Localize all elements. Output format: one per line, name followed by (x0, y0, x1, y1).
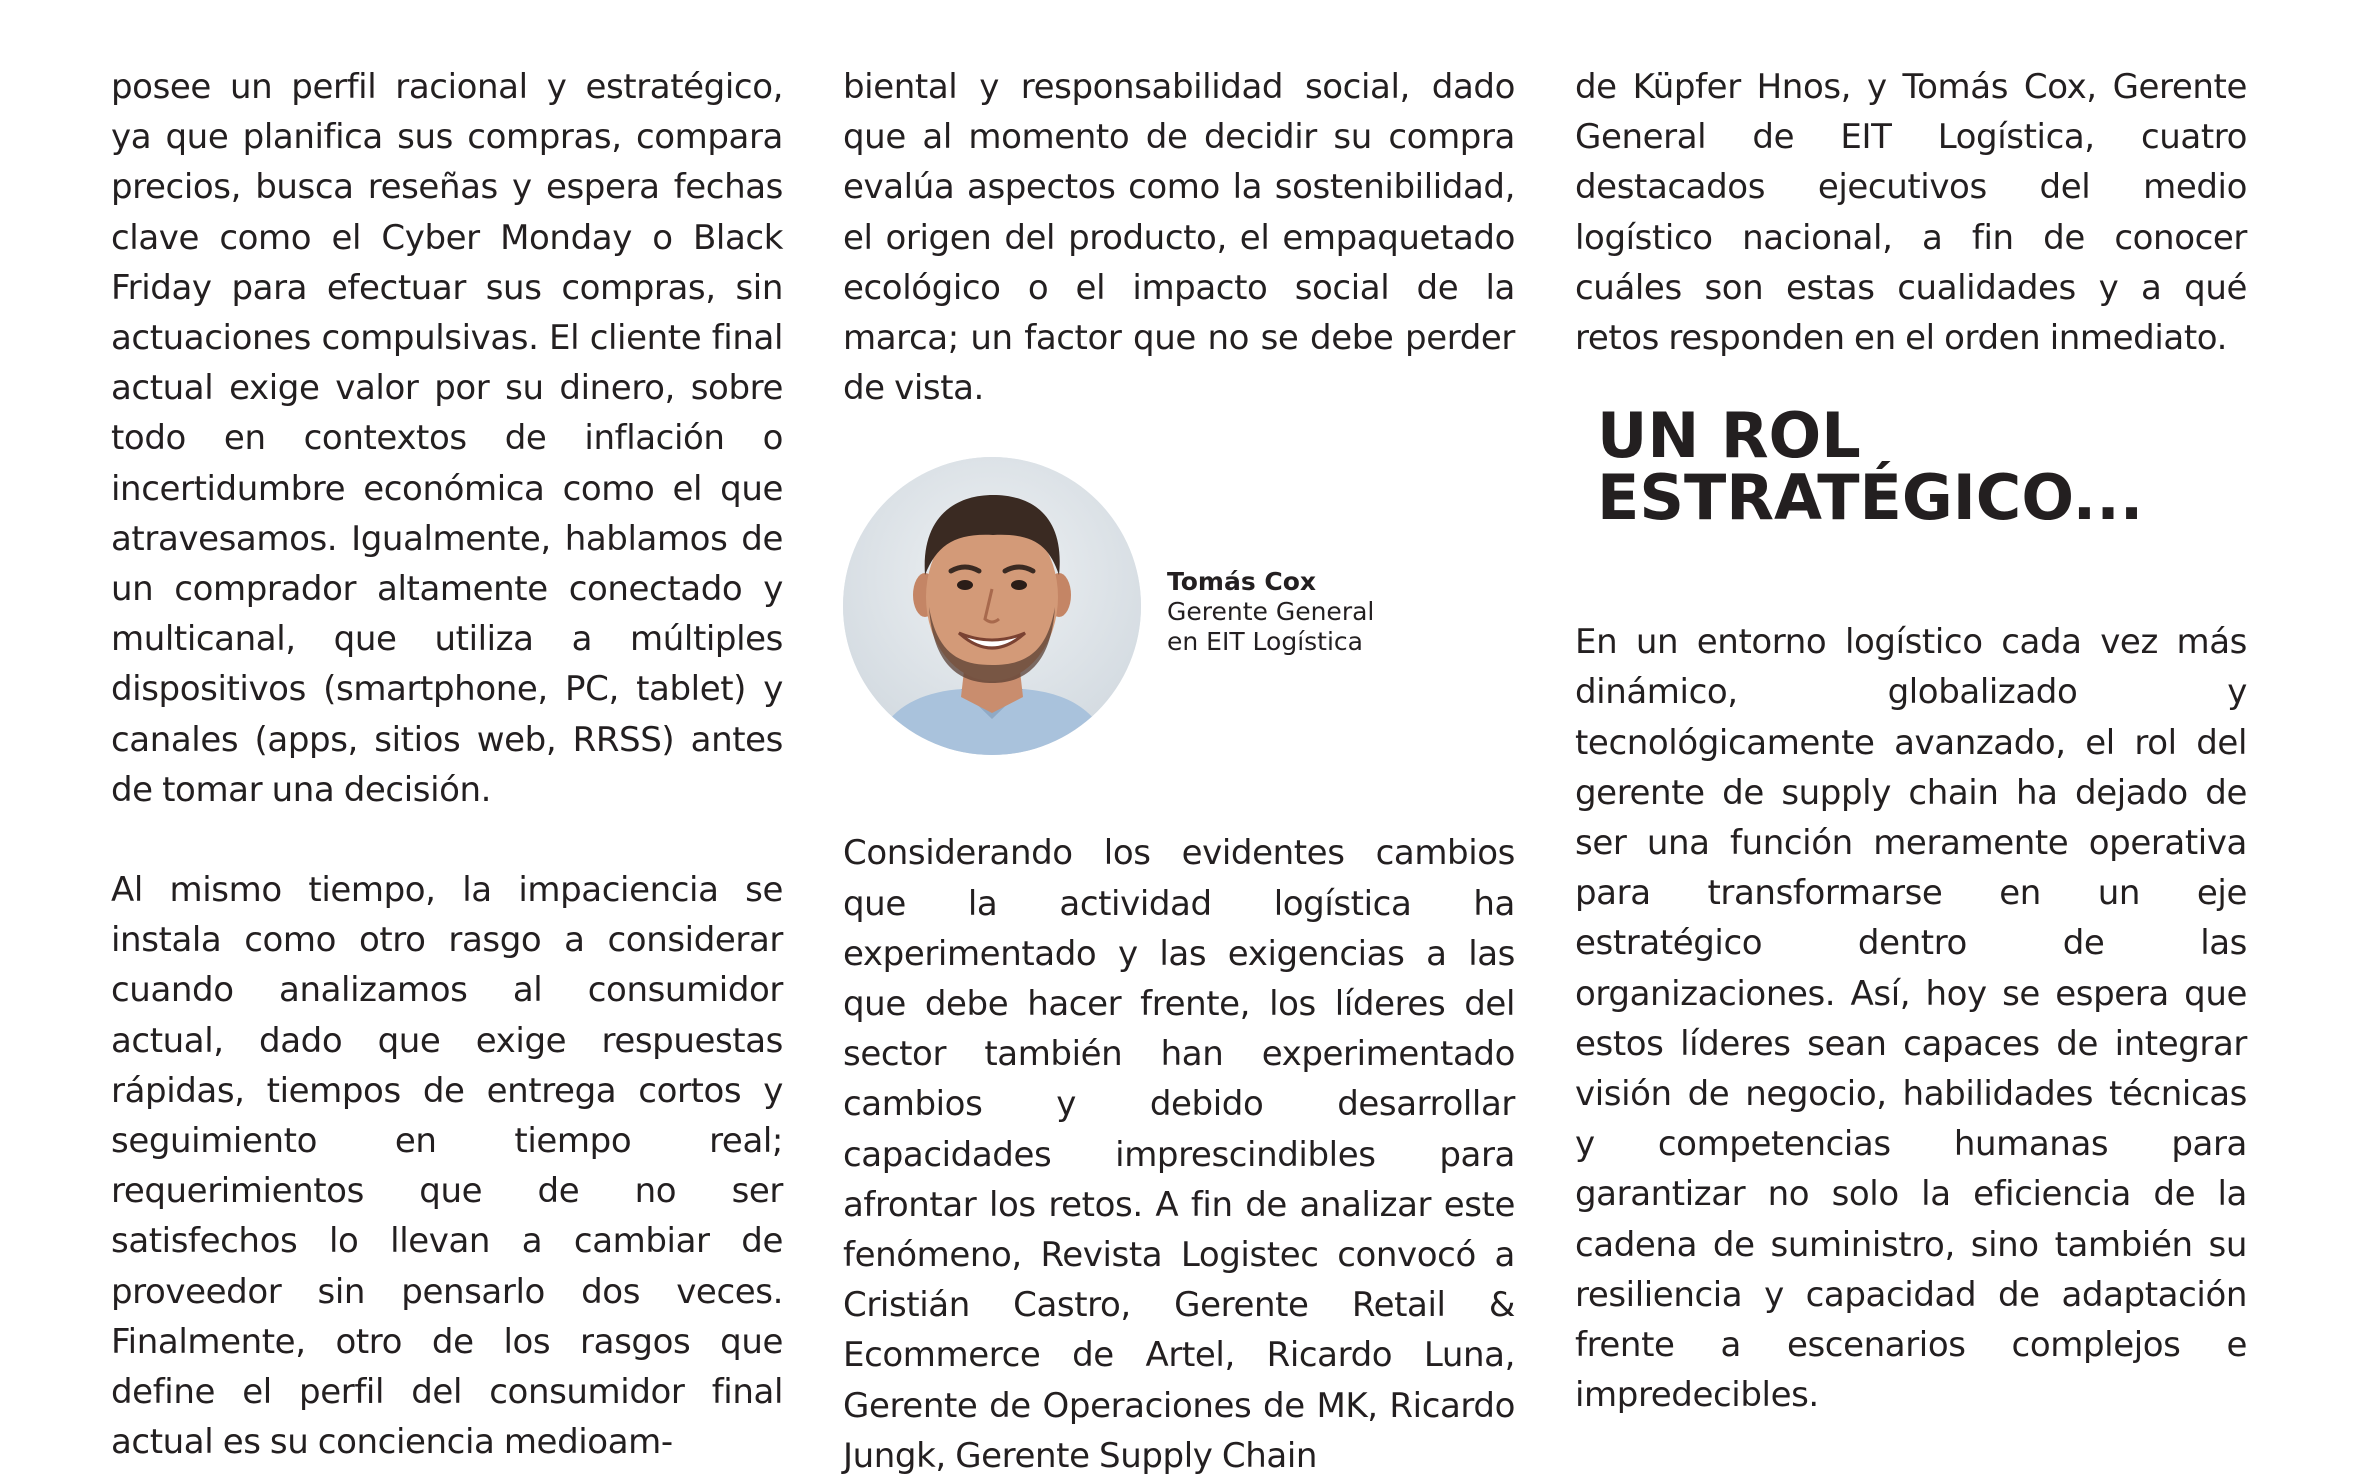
section-heading (1597, 399, 2247, 535)
caption-role: en EIT Logística (1167, 627, 1363, 657)
portrait-photo (843, 457, 1141, 755)
paragraph: biental y responsabilidad social, dado que al momento de decidir su compra evalúa aspectos como la sostenibilidad, el origen del producto, el empaquetado ecológico o el impacto social de la marca; un factor que no se debe perder de vista. (843, 67, 1515, 409)
photo-caption (1167, 567, 1374, 657)
column-left (111, 62, 783, 1467)
paragraph: Considerando los evidentes cambios que la actividad logística ha experimentado y las exigencias a las que debe hacer frente, los líderes del sector también han experimentado cambios y debido desarrollar capacidades imprescindibles para afrontar los retos. A fin de analizar este fenómeno, Revista Logistec convocó a Cristián Castro, Gerente Retail & Ecommerce de Artel, Ricardo Luna, Gerente de Operaciones de MK, Ricardo Jungk, Gerente Supply Chain (843, 833, 1515, 1476)
heading-line: UN ROL (1597, 399, 1861, 473)
paragraph: posee un perfil racional y estratégico, ya que planifica sus compras, compara precios, busca reseñas y espera fechas clave como el Cyber Monday o Black Friday para efectuar sus compras, sin actuaciones compulsivas. El cliente final actual exige valor por su dinero, sobre todo en contextos de inflación o incertidumbre económica como el que atravesamos. Igualmente, hablamos de un comprador altamente conectado y multicanal, que utiliza a múltiples dispositivos (smartphone, PC, tablet) y canales (apps, sitios web, RRSS) antes de tomar una decisión. (111, 67, 783, 810)
column-middle (843, 62, 1515, 1481)
paragraph: Al mismo tiempo, la impaciencia se instala como otro rasgo a considerar cuando analizamos al consumidor actual, dado que exige respuestas rápidas, tiempos de entrega cortos y seguimiento en tiempo real; requerimientos que de no ser satisfechos lo llevan a cambiar de proveedor sin pensarlo dos veces. Finalmente, otro de los rasgos que define el perfil del consumidor final actual es su conciencia medioam- (111, 870, 783, 1463)
paragraph: En un entorno logístico cada vez más dinámico, globalizado y tecnológicamente avanzado, el rol del gerente de supply chain ha dejado de ser una función meramente operativa para transformarse en un eje estratégico dentro de las organizaciones. Así, hoy se espera que estos líderes sean capaces de integrar visión de negocio, habilidades técnicas y competencias humanas para garantizar no solo la eficiencia de la cadena de suministro, sino también su resiliencia y capacidad de adaptación frente a escenarios complejos e impredecibles. (1575, 622, 2247, 1416)
heading-line: ESTRATÉGICO... (1597, 461, 2144, 535)
paragraph: de Küpfer Hnos, y Tomás Cox, Gerente General de EIT Logística, cuatro destacados ejecutivos del medio logístico nacional, a fin de conocer cuáles son estas cualidades y a qué retos responden en el orden inmediato. (1575, 67, 2247, 359)
caption-name: Tomás Cox (1167, 567, 1317, 597)
profile-block (843, 457, 1515, 757)
caption-role: Gerente General (1167, 597, 1375, 627)
column-right (1575, 62, 2247, 1420)
